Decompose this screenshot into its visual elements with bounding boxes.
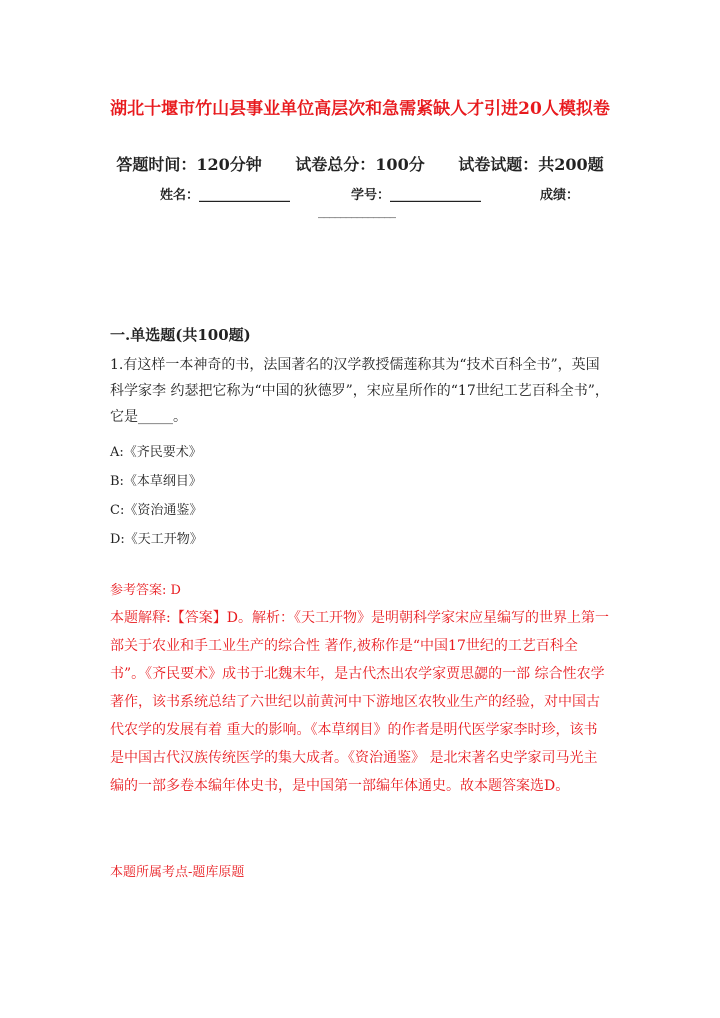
score-label: 成绩： (540, 188, 580, 203)
document-title: 湖北十堰市竹山县事业单位高层次和急需紧缺人才引进20人模拟卷 (110, 99, 610, 119)
exam-total-score: 试卷总分：100分 (295, 155, 425, 174)
section-heading: 一.单选题(共100题) (110, 326, 251, 344)
exam-question-count: 试卷试题：共200题 (458, 155, 604, 174)
student-id-field: 学号：______________ (351, 188, 482, 203)
question-text: 1.有这样一本神奇的书，法国著名的汉学教授儒莲称其为“技术百科全书”，英国科学家李 约瑟把它称为“中国的狄德罗”，宋应星所作的“17世纪工艺百科全书”，它是_____。 (110, 357, 609, 425)
option-list (110, 438, 203, 554)
reference-answer: 参考答案: D (110, 583, 181, 598)
score-blank: ______________ (318, 204, 395, 219)
option-b: B:《本草纲目》 (110, 474, 202, 489)
option-c: C:《资治通鉴》 (110, 503, 203, 518)
exam-time: 答题时间：120分钟 (116, 155, 262, 174)
exam-meta (0, 152, 720, 175)
option-a: A:《齐民要术》 (110, 445, 202, 460)
name-field: 姓名：______________ (160, 188, 291, 203)
question-category: 本题所属考点-题库原题 (110, 865, 245, 880)
option-d: D:《天工开物》 (110, 532, 203, 547)
answer-explanation: 本题解释:【答案】D。解析：《天工开物》是明朝科学家宋应星编写的世界上第一部关于农业和手工业生产的综合性 著作,被称作是“中国17世纪的工艺百科全书”。《齐民要术》成书于北魏末年，是古代杰出农学家贾思勰的一部 综合性农学著作，该书系统总结了六世纪以前黄河中下游地区农牧业生产的经验，对中国古代农学的发展有着 重大的影响。《本草纲目》的作者是明代医学家李时珍，该书是中国古代汉族传统医学的集大成者。《资治通鉴》 是北宋著名史学家司马光主编的一部多卷本编年体史书，是中国第一部编年体通史。故本题答案选D。 (110, 610, 609, 794)
